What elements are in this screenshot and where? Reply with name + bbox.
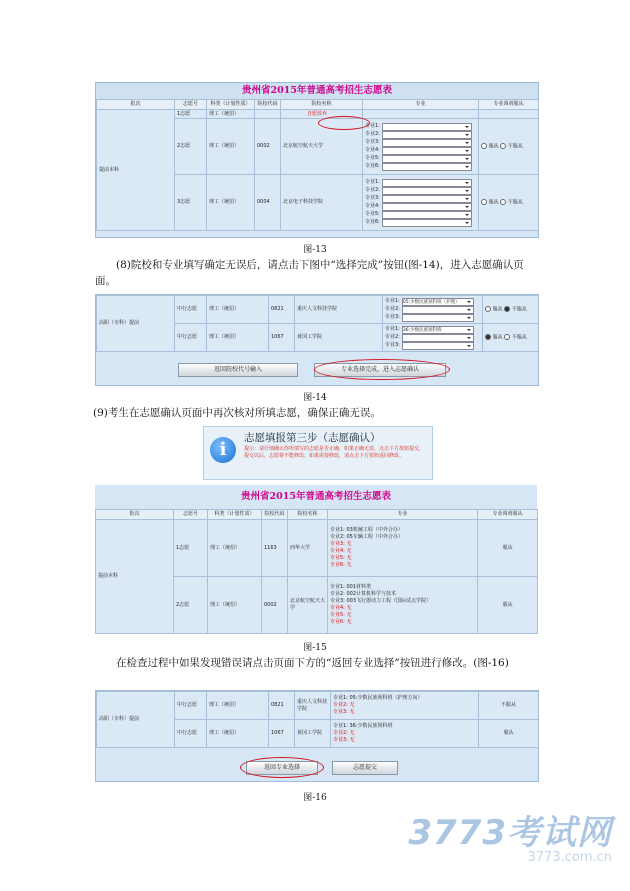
code-cell: 0821 <box>269 692 295 720</box>
major-select[interactable] <box>402 298 474 306</box>
fig13-screenshot <box>95 82 539 238</box>
zhiyuan-cell: 1志愿 <box>174 520 208 577</box>
obey-cell: 服从 <box>479 720 539 748</box>
obey-cell <box>479 119 539 175</box>
table-row <box>97 692 539 720</box>
col-header: 专业 <box>328 510 478 520</box>
obey-cell <box>479 175 539 231</box>
col-header: 科类（计划性质） <box>207 100 255 110</box>
fig15-table-wrap <box>95 509 537 634</box>
col-header: 批次 <box>96 510 174 520</box>
col-header: 专业调剂服从 <box>479 100 539 110</box>
major-cell <box>331 692 479 720</box>
school-cell: 重庆人文科技学院 <box>295 692 331 720</box>
table-header-row <box>97 100 539 110</box>
major-select[interactable] <box>382 155 472 163</box>
not-obey-radio[interactable] <box>504 334 510 340</box>
code-cell: 1163 <box>262 520 288 577</box>
school-cell: 北京航空航天大学 <box>288 577 328 634</box>
fig14-table <box>96 295 539 352</box>
major-select[interactable] <box>402 306 474 314</box>
kelei-cell: 理工（统招） <box>207 175 255 231</box>
paragraph-10: 在检查过程中如果发现错误请点击页面下方的“返回专业选择”按钮进行修改。(图-16) <box>116 657 509 669</box>
major-select[interactable] <box>382 211 472 219</box>
watermark-url: 3773.com.cn <box>527 850 612 865</box>
code-cell: 0002 <box>262 577 288 634</box>
major-select[interactable] <box>382 219 472 227</box>
major-line: 专业5: 无 <box>330 612 352 618</box>
school-cell: 北京航空航天大学 <box>281 119 363 175</box>
obey-radio[interactable] <box>481 199 487 205</box>
major-label: 专业4: <box>365 203 380 209</box>
col-header: 志愿号 <box>175 100 207 110</box>
school-cell: 黄冈工学院 <box>295 324 383 352</box>
paragraph-9: (9)考生在志愿确认页面中再次核对所填志愿，确保正确无误。 <box>93 407 381 419</box>
col-header: 志愿号 <box>174 510 208 520</box>
zhiyuan-cell: 中行志愿 <box>175 692 207 720</box>
obey-radio[interactable] <box>481 143 487 149</box>
not-obey-radio[interactable] <box>500 143 506 149</box>
col-header: 专业调剂服从 <box>478 510 538 520</box>
kelei-cell: 理工（统招） <box>207 110 255 119</box>
zhiyuan-cell: 中行志愿 <box>175 324 207 352</box>
major-line <box>365 211 476 219</box>
major-line <box>365 131 476 139</box>
major-select[interactable] <box>382 195 472 203</box>
obey-label: 服从 <box>492 306 503 313</box>
batch-cell: 提前本科 <box>96 520 174 634</box>
major-label: 专业5: <box>365 211 380 217</box>
major-line <box>365 163 476 171</box>
kelei-cell: 理工（统招） <box>207 692 269 720</box>
major-cell <box>383 296 483 324</box>
obey-radio[interactable] <box>485 334 491 340</box>
fig15-caption: 图-15 <box>303 643 327 653</box>
major-line <box>365 203 476 211</box>
obey-radio[interactable] <box>485 306 491 312</box>
major-select[interactable] <box>382 179 472 187</box>
major-line: 专业1: 001材料类 <box>330 584 371 590</box>
highlight-oval <box>318 116 370 130</box>
col-header: 院校名称 <box>281 100 363 110</box>
kelei-cell: 理工（统招） <box>208 520 262 577</box>
obey-cell <box>479 110 539 119</box>
zhiyuan-cell: 中行志愿 <box>175 296 207 324</box>
major-line <box>385 334 480 342</box>
major-label: 专业5: <box>365 155 380 161</box>
major-line: 专业3: 无 <box>333 737 355 743</box>
obey-cell <box>483 324 539 352</box>
step-note: 提示：请仔细确认你所填写的志愿是否正确，如果正确无误，点击下方按钮提交，提交以后，志愿将不能修改；如果需要修改，请点击下方按钮返回修改。 <box>244 446 425 459</box>
code-cell: 0002 <box>255 119 281 175</box>
kelei-cell: 理工（统招） <box>208 577 262 634</box>
major-cell <box>328 520 478 577</box>
col-header: 院校代码 <box>262 510 288 520</box>
major-cell <box>331 720 479 748</box>
major-line <box>365 123 476 131</box>
code-cell: 0004 <box>255 175 281 231</box>
code-cell: 0821 <box>269 296 295 324</box>
major-line: 专业1: 05:少数民族预科班（护理方向） <box>333 695 423 701</box>
kelei-cell: 理工（统招） <box>207 324 269 352</box>
code-cell <box>255 110 281 119</box>
major-line: 专业4: 无 <box>330 548 352 554</box>
fig13-title: 贵州省2015年普通高考招生志愿表 <box>96 83 538 99</box>
highlight-oval <box>314 359 450 380</box>
major-select[interactable] <box>402 342 474 350</box>
batch-cell: 提前本科 <box>97 110 175 231</box>
fig16-screenshot <box>95 690 539 782</box>
col-header: 批次 <box>97 100 175 110</box>
major-line <box>365 155 476 163</box>
major-line: 专业6: 无 <box>330 562 352 568</box>
obey-label: 服从 <box>492 334 503 341</box>
batch-cell: 高职（专科）提前 <box>97 296 175 352</box>
obey-cell: 不服从 <box>479 692 539 720</box>
major-label: 专业3: <box>365 139 380 145</box>
not-obey-label: 不服从 <box>511 306 527 313</box>
not-obey-label: 不服从 <box>511 334 527 341</box>
major-label: 专业6: <box>365 163 380 169</box>
fig15-title: 贵州省2015年普通高考招生志愿表 <box>95 485 537 509</box>
code-cell: 1067 <box>269 324 295 352</box>
major-line: 专业3: 无 <box>333 709 355 715</box>
major-select-value: 36:少数民族预科班 <box>402 327 442 333</box>
major-cell <box>363 110 479 119</box>
major-select[interactable] <box>382 147 472 155</box>
major-line <box>385 342 480 350</box>
major-line: 专业1: 36:少数民族预科班 <box>333 723 393 729</box>
major-select[interactable] <box>382 163 472 171</box>
step-banner <box>203 426 433 480</box>
fig13-caption: 图-13 <box>303 245 327 255</box>
major-line: 专业3: 003飞行器动力工程（国际试点学院） <box>330 598 432 604</box>
major-cell <box>383 324 483 352</box>
table-row <box>97 296 539 324</box>
obey-cell <box>483 296 539 324</box>
table-row <box>96 520 538 577</box>
major-label: 专业1: <box>365 123 380 129</box>
major-label: 专业2: <box>365 131 380 137</box>
fig14-caption: 图-14 <box>303 393 327 403</box>
zhiyuan-cell: 中行志愿 <box>175 720 207 748</box>
obey-label: 服从 <box>488 143 499 150</box>
kelei-cell: 理工（统招） <box>207 720 269 748</box>
major-select[interactable] <box>402 326 474 334</box>
major-line: 专业5: 无 <box>330 555 352 561</box>
major-select-value: 05:少数民族预科班（护理） <box>402 299 460 305</box>
table-row <box>97 110 539 119</box>
obey-cell: 服从 <box>478 577 538 634</box>
zhiyuan-cell: 1志愿 <box>175 110 207 119</box>
major-select[interactable] <box>402 314 474 322</box>
major-label: 专业2: <box>365 187 380 193</box>
watermark-main: 3773考试网 <box>408 813 612 853</box>
not-obey-label: 不服从 <box>507 143 523 150</box>
code-cell: 1067 <box>269 720 295 748</box>
major-line <box>385 298 480 306</box>
major-label: 专业4: <box>365 147 380 153</box>
major-line: 专业3: 无 <box>330 541 352 547</box>
not-obey-label: 不服从 <box>507 199 523 206</box>
major-line: 专业1: 03机械工程（中外合办） <box>330 527 403 533</box>
fig16-caption: 图-16 <box>303 793 327 803</box>
back-to-school-code-button[interactable]: 返回院校代号输入 <box>178 363 298 377</box>
not-obey-radio[interactable] <box>500 199 506 205</box>
major-line: 专业2: 002计算机科学与技术 <box>330 591 396 597</box>
batch-cell: 高职（专科）提前 <box>97 692 175 748</box>
info-icon: i <box>210 437 236 463</box>
major-line <box>365 187 476 195</box>
obey-cell: 服从 <box>478 520 538 577</box>
major-label: 专业2: <box>385 306 400 312</box>
major-select[interactable] <box>382 187 472 195</box>
fig13-table <box>96 99 539 231</box>
major-line <box>385 326 480 334</box>
step-title: 志愿填报第三步（志愿确认） <box>244 432 381 444</box>
fig14-screenshot <box>95 294 539 386</box>
major-label: 专业6: <box>365 219 380 225</box>
major-cell <box>363 175 479 231</box>
major-select[interactable] <box>402 334 474 342</box>
finish-major-selection-button[interactable]: 专业选择完成，进入志愿确认 <box>314 363 446 377</box>
back-to-major-selection-button[interactable]: 返回专业选择 <box>246 761 318 775</box>
major-line: 专业4: 无 <box>330 605 352 611</box>
school-name: 自愿放弃 <box>307 110 328 117</box>
major-line <box>365 139 476 147</box>
fig15-screenshot <box>95 423 537 637</box>
major-select[interactable] <box>382 203 472 211</box>
school-cell: 黄冈工学院 <box>295 720 331 748</box>
major-cell <box>363 119 479 175</box>
zhiyuan-cell: 2志愿 <box>174 577 208 634</box>
major-select[interactable] <box>382 123 472 131</box>
col-header: 科类（计划性质） <box>208 510 262 520</box>
site-watermark <box>408 805 612 865</box>
major-line <box>365 195 476 203</box>
major-label: 专业3: <box>385 342 400 348</box>
major-select[interactable] <box>382 139 472 147</box>
major-label: 专业3: <box>365 195 380 201</box>
major-line: 专业2: 无 <box>333 702 355 708</box>
paragraph-8: (8)院校和专业填写确定无误后，请点击下图中“选择完成”按钮(图-14)，进入志愿确认页面。 <box>95 259 524 287</box>
major-line <box>365 179 476 187</box>
major-cell <box>328 577 478 634</box>
col-header: 专业 <box>363 100 479 110</box>
school-cell: 西华大学 <box>288 520 328 577</box>
fig16-table <box>96 691 539 748</box>
col-header: 院校名称 <box>288 510 328 520</box>
table-header-row <box>96 510 538 520</box>
col-header: 院校代码 <box>255 100 281 110</box>
kelei-cell: 理工（统招） <box>207 119 255 175</box>
submit-application-button[interactable]: 志愿提交 <box>332 761 398 775</box>
school-cell: 北京电子科技学院 <box>281 175 363 231</box>
major-label: 专业1: <box>365 179 380 185</box>
major-label: 专业3: <box>385 314 400 320</box>
major-line: 专业2: 无 <box>333 730 355 736</box>
major-label: 专业1: <box>385 326 400 332</box>
major-line <box>365 147 476 155</box>
school-cell: 重庆人文科技学院 <box>295 296 383 324</box>
major-label: 专业1: <box>385 298 400 304</box>
obey-label: 服从 <box>488 199 499 206</box>
kelei-cell: 理工（统招） <box>207 296 269 324</box>
highlight-oval <box>240 757 324 778</box>
major-line: 专业6: 无 <box>330 619 352 625</box>
fig15-table <box>95 509 538 634</box>
major-line: 专业2: 05车辆工程（中外合办） <box>330 534 403 540</box>
major-line <box>385 314 480 322</box>
zhiyuan-cell: 3志愿 <box>175 175 207 231</box>
not-obey-radio[interactable] <box>504 306 510 312</box>
major-line <box>385 306 480 314</box>
major-line <box>365 219 476 227</box>
major-label: 专业2: <box>385 334 400 340</box>
major-select[interactable] <box>382 131 472 139</box>
zhiyuan-cell: 2志愿 <box>175 119 207 175</box>
